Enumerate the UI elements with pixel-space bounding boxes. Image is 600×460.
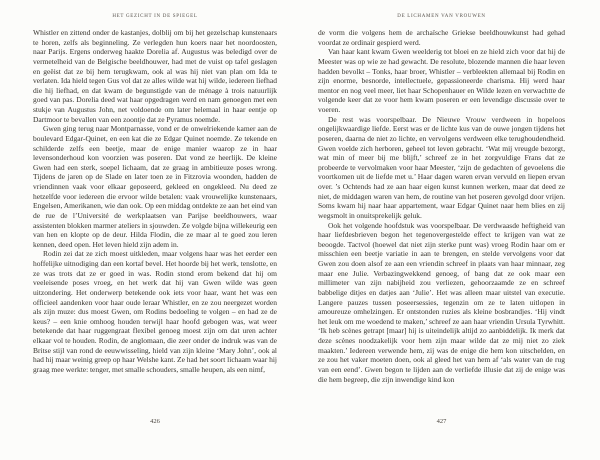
running-header-right: DE LICHAMEN VAN VROUWEN xyxy=(397,14,486,19)
left-page-body-text xyxy=(33,28,277,375)
page-number-right: 427 xyxy=(436,418,447,425)
running-header-left: HET GEZICHT IN DE SPIEGEL xyxy=(112,14,198,19)
paragraph: Ook het volgende hoofdstuk was voorspelbaar. De verdwaasde heftigheid van haar liefdesbrieven begon het tegenovergestelde effect te krijgen van wat ze beoogde. Tactvol (hoewel dat niet zijn sterke punt was) vroeg Rodin haar om er misschien een beetje variatie in aan te brengen, en stelde vervolgens voor dat Gwen zou doen alsof ze aan een vriendin schreef in plaats van haar minnaar, zeg maar ene Julie. Verbazingwekkend genoeg, of bang dat ze ook maar een millimeter van zijn nabijheid zou verliezen, gehoorzaamde ze en schreef babbelige ditjes en datjes aan ‘Julie’. Het was alleen maar uitstel van executie. Langere pauzes tussen poseersessies, tegenzin om ze te laten uitlopen in amoureuze omhelzingen. Er ontstonden ruzies als kleine bosbrandjes. ‘Hij vindt het leuk om me woedend te maken,’ schreef ze aan haar vriendin Ursula Tyrwhitt. ‘Ik heb scènes getrapt [maar] hij is uiteindelijk altijd zo aanbiddelijk. Ik merk dat deze scènes noodzakelijk voor hem zijn maar wilde dat ze mij niet zo ziek maakten.’ Iedereen verwende hem, zij was de enige die hem kon uitschelden, en ze zou het vaker moeten doen, ook al gleed het van hem af ‘als water van de rug van een eend’. Gwen begon te lijden aan de verliefde illusie dat zij de enige was die hem begreep, die zijn inwendige kind kon xyxy=(318,220,565,384)
right-page xyxy=(318,0,565,460)
paragraph: Rodin zei dat ze zich moest uitkleden, maar volgens haar was het eerder een hoffelijke uitnodiging dan een kortaf bevel. Het hoorde bij het werk, tenslotte, en ze was trots dat ze er goed in was. Rodin stond erom bekend dat hij om veeleisende poses vroeg, en het werk dat hij van Gwen wilde was geen uitzondering. Het onderwerp betekende ook iets voor haar, want het was een officieel aandenken voor haar oude leraar Whistler, en ze zou neergezet worden als zijn muze: dus moest Gwen, om Rodins bedoeling te volgen – en had ze de keus? – een knie omhoog houden terwijl haar hoofd gebogen was, wat weer betekende dat haar ruggengraat flexibel genoeg moest zijn om dat uren achter elkaar vol te houden. Rodin, de anglomaan, die zeer onder de indruk was van de Britse stijl van rond de eeuwwisseling, hield van zijn kleine ‘Mary John’, ook al had hij maar weinig greep op haar Welshe kant. Ze had het soort lichaam waar hij graag mee werkte: tenger, met smalle schouders, smalle heupen, als een nimf, xyxy=(33,249,277,374)
paragraph: De rest was voorspelbaar. De Nieuwe Vrouw verdween in hopeloos ongelijkwaardige liefde. Eerst was er de lichte kus van de ouwe jongen tijdens het poseren, daarna de niet zo lichte, en vervolgens verdween elke terughoudendheid. Gwen voelde zich herboren, geheel tot leven gebracht. ‘Wat mij vreugde bezorgt, wat min of meer bij me blijft,’ schreef ze in het zorgvuldige Frans dat ze probeerde te vervolmaken voor haar Meester, ‘zijn de gedachten of gevoelens die voortkomen uit de liefde met u.’ Haar dagen waren ervan vervuld en liepen ervan over. ’s Ochtends had ze aan haar eigen kunst kunnen werken, maar dat deed ze niet, de middagen waren van hem, de routine van het poseren gevolgd door vrijen. Soms kwam hij naar haar appartement, waar Edgar Quinet naar hem blies en zij wegsmolt in onuitsprekelijk geluk. xyxy=(318,114,565,220)
paragraph: Van haar kant kwam Gwen weelderig tot bloei en ze hield zich voor dat hij de Meester was op wie ze had gewacht. De resolute, blozende mannen die haar leven hadden bevolkt – Tonks, haar broer, Whistler – verbleekten allemaal bij Rodin en zijn enorme, besnorde, intellectuele, gepassioneerde charisma. Hij werd haar mentor en nog veel meer, liet haar Schopenhauer en Wilde lezen en verwachtte de volgende keer dat ze voor hem kwam poseren er een levendige discussie over te voeren. xyxy=(318,47,565,114)
paragraph: de vorm die volgens hem de archaïsche Griekse beeldhouwkunst had gehad voordat ze ordinair gespierd werd. xyxy=(318,28,565,47)
page-number-left: 426 xyxy=(150,418,160,425)
right-page-body-text xyxy=(318,28,565,384)
paragraph: Whistler en zittend onder de kastanjes, dolblij om bij het gezelschap kunstenaars te horen, zelfs als beginneling. Ze verlegden hun koers naar het noordoosten, naar Parijs. Ergens onderweg haakte Dorelia af. Augustus was beledigd over de vermetelheid van de Belgische beeldhouwer, had met de vuist op tafel geslagen en geëist dat ze bij hem terugkwam, ook al was hij niet van plan om Ida te verlaten. Ida hield tegen Gus vol dat ze alles wilde wat hij wilde, iedereen liefhad die hij liefhad, en dat kwam de begunstigde van de ménage à trois natuurlijk goed van pas. Dorelia deed wat haar opgedragen werd en nam genoegen met een stukje van Augustus John, net voldoende om later helemaal in haar eentje op Dartmoor te bevallen van een zoontje dat ze Pyramus noemde. xyxy=(33,28,277,124)
left-page xyxy=(33,0,277,460)
paragraph: Gwen ging terug naar Montparnasse, vond er de onwelriekende kamer aan de boulevard Edgar-Quinet, en een kat die ze Edgar Quinet noemde. Ze tekende en schilderde zelfs een beetje, maar de enige manier waarop ze in haar levensonderhoud kon voorzien was poseren. Dat vond ze heerlijk. De kleine Gwen had een sterk, soepel lichaam, dat ze graag in ambitieuze poses wrong. Tijdens de jaren op de Slade en later toen ze in Fitzrovia woonden, hadden de vriendinnen vaak voor elkaar geposeerd, gekleed en ongekleed. Nu deed ze hetzelfde voor iedereen die ervoor wilde betalen: vaak vrouwelijke kunstenaars, Engelsen, Amerikanen, wie dan ook. Op een middag ontdekte ze aan het eind van de rue de l’Université de werkplaatsen van Parijse beeldhouwers, waar assistenten blokken marmer ateliers in sjouwden. Ze volgde bijna willekeurig een van hen en klopte op de deur. Hilda Flodin, die ze maar al te goed zou leren kennen, deed open. Het leven hield zijn adem in. xyxy=(33,124,277,249)
